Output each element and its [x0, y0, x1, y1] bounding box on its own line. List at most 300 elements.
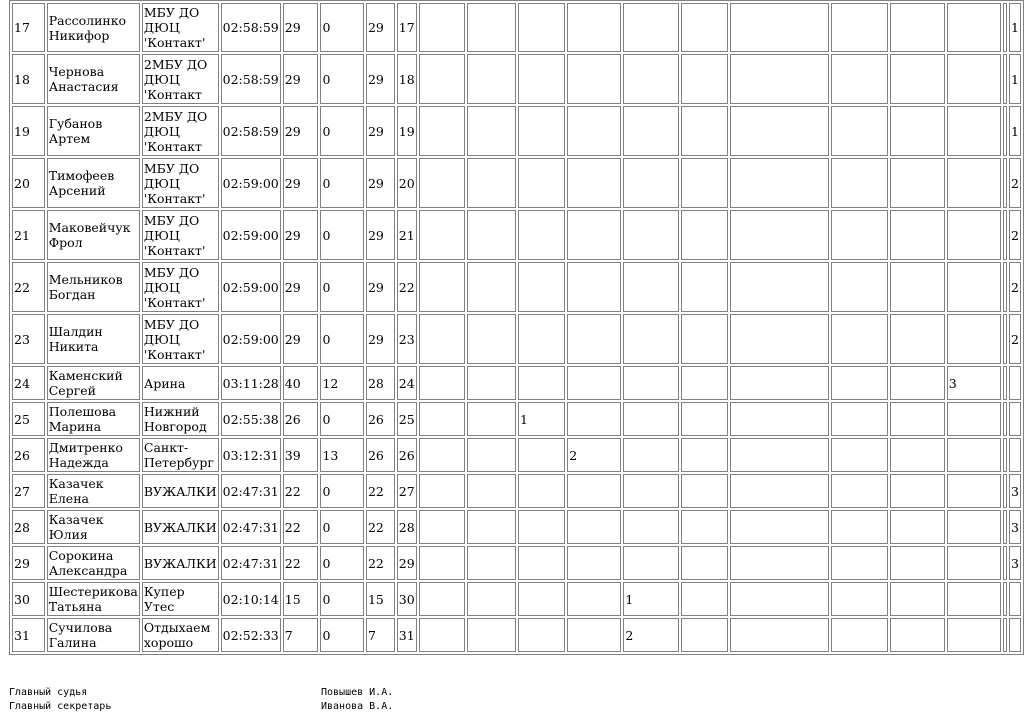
stage-cell [467, 510, 516, 544]
stage-cell [1009, 618, 1021, 652]
stage-cell [947, 438, 1001, 472]
team-cell: 2МБУ ДО ДЮЦ 'Контакт [142, 54, 219, 104]
stage-cell [419, 106, 465, 156]
penalty-cell: 0 [320, 474, 364, 508]
stage-cell: 3 [1009, 546, 1021, 580]
table-row [12, 314, 1021, 364]
chief-secretary-role: Главный секретарь [9, 701, 112, 712]
penalty-cell: 0 [320, 262, 364, 312]
penalty-cell: 13 [320, 438, 364, 472]
stage-cell [1003, 158, 1007, 208]
table-row [12, 158, 1021, 208]
stage-cell [567, 54, 621, 104]
stage-cell [947, 474, 1001, 508]
name-cell: Казачек Елена [47, 474, 140, 508]
result-cell: 22 [366, 474, 395, 508]
table-row [12, 474, 1021, 508]
rank-cell: 30 [397, 582, 417, 616]
stage-cell [730, 510, 829, 544]
penalty-cell: 0 [320, 3, 364, 52]
place-cell: 23 [12, 314, 45, 364]
time-cell: 02:55:38 [221, 402, 281, 436]
stage-cell [518, 546, 565, 580]
stage-cell [890, 262, 945, 312]
stage-cell [623, 546, 678, 580]
stage-cell [681, 438, 728, 472]
stage-cell [467, 158, 516, 208]
name-cell: Рассолинко Никифор [47, 3, 140, 52]
stage-cell [518, 54, 565, 104]
stage-cell [1003, 54, 1007, 104]
stage-cell [831, 54, 888, 104]
total-cell: 22 [283, 546, 319, 580]
stage-cell [467, 262, 516, 312]
name-cell: Казачек Юлия [47, 510, 140, 544]
stage-cell: 2 [1009, 314, 1021, 364]
place-cell: 21 [12, 210, 45, 260]
stage-cell [623, 106, 678, 156]
time-cell: 02:59:00 [221, 210, 281, 260]
team-cell: МБУ ДО ДЮЦ 'Контакт' [142, 314, 219, 364]
place-cell: 30 [12, 582, 45, 616]
rank-cell: 19 [397, 106, 417, 156]
stage-cell [419, 582, 465, 616]
team-cell: МБУ ДО ДЮЦ 'Контакт' [142, 210, 219, 260]
table-row [12, 438, 1021, 472]
stage-cell: 1 [1009, 3, 1021, 52]
stage-cell [518, 438, 565, 472]
stage-cell [623, 438, 678, 472]
total-cell: 22 [283, 510, 319, 544]
table-row [12, 510, 1021, 544]
stage-cell [419, 158, 465, 208]
stage-cell [623, 3, 678, 52]
result-cell: 7 [366, 618, 395, 652]
result-cell: 22 [366, 510, 395, 544]
stage-cell [467, 402, 516, 436]
stage-cell [1003, 474, 1007, 508]
name-cell: Шестерикова Татьяна [48, 584, 138, 614]
place-cell: 28 [12, 510, 45, 544]
stage-cell [567, 106, 621, 156]
stage-cell [730, 366, 829, 400]
chief-secretary-name: Иванова В.А. [321, 701, 394, 712]
name-cell: Дмитренко Надежда [47, 438, 140, 472]
stage-cell [730, 618, 829, 652]
result-cell: 28 [366, 366, 395, 400]
stage-cell [730, 474, 829, 508]
stage-cell [730, 402, 829, 436]
total-cell: 29 [283, 54, 319, 104]
table-row [12, 3, 1021, 52]
stage-cell [730, 582, 829, 616]
stage-cell [947, 106, 1001, 156]
rank-cell: 29 [397, 546, 417, 580]
total-cell: 26 [283, 402, 319, 436]
stage-cell [947, 158, 1001, 208]
time-cell: 02:47:31 [221, 546, 281, 580]
stage-cell [518, 262, 565, 312]
stage-cell [419, 474, 465, 508]
table-row [12, 262, 1021, 312]
rank-cell: 28 [397, 510, 417, 544]
penalty-cell: 0 [320, 618, 364, 652]
rank-cell: 18 [397, 54, 417, 104]
table-row [12, 106, 1021, 156]
time-cell: 02:58:59 [221, 106, 281, 156]
place-cell: 19 [12, 106, 45, 156]
stage-cell [1003, 546, 1007, 580]
stage-cell [730, 54, 829, 104]
stage-cell [467, 106, 516, 156]
stage-cell [1003, 262, 1007, 312]
stage-cell [567, 618, 621, 652]
rank-cell: 26 [397, 438, 417, 472]
team-cell: Купер Утес [142, 582, 219, 616]
stage-cell: 2 [1009, 262, 1021, 312]
rank-cell: 20 [397, 158, 417, 208]
total-cell: 29 [283, 106, 319, 156]
stage-cell [730, 546, 829, 580]
stage-cell [1003, 438, 1007, 472]
stage-cell [518, 210, 565, 260]
stage-cell [730, 262, 829, 312]
stage-cell [518, 510, 565, 544]
result-cell: 29 [366, 106, 395, 156]
name-cell: Сорокина Александра [47, 546, 140, 580]
stage-cell: 1 [1009, 106, 1021, 156]
stage-cell [890, 474, 945, 508]
table-row [12, 582, 1021, 616]
time-cell: 02:47:31 [221, 474, 281, 508]
place-cell: 17 [12, 3, 45, 52]
rank-cell: 17 [397, 3, 417, 52]
stage-cell [419, 510, 465, 544]
stage-cell [567, 158, 621, 208]
result-cell: 29 [366, 54, 395, 104]
stage-cell [623, 402, 678, 436]
stage-cell [947, 618, 1001, 652]
total-cell: 29 [283, 3, 319, 52]
stage-cell [730, 438, 829, 472]
stage-cell [681, 618, 728, 652]
stage-cell [467, 474, 516, 508]
stage-cell [518, 106, 565, 156]
place-cell: 24 [12, 366, 45, 400]
stage-cell [1003, 106, 1007, 156]
stage-cell [467, 3, 516, 52]
signatures [9, 686, 393, 714]
stage-cell [567, 366, 621, 400]
stage-cell [518, 474, 565, 508]
team-cell: Нижний Новгород [142, 402, 219, 436]
stage-cell [890, 106, 945, 156]
stage-cell [518, 314, 565, 364]
name-cell: Губанов Артем [47, 106, 140, 156]
team-cell: Арина [142, 366, 219, 400]
stage-cell [567, 3, 621, 52]
stage-cell [1003, 3, 1007, 52]
stage-cell [831, 158, 888, 208]
table-row [12, 54, 1021, 104]
stage-cell [831, 510, 888, 544]
rank-cell: 22 [397, 262, 417, 312]
stage-cell [831, 3, 888, 52]
stage-cell [831, 402, 888, 436]
team-cell: ВУЖАЛКИ [142, 546, 219, 580]
total-cell: 29 [283, 262, 319, 312]
stage-cell [1003, 510, 1007, 544]
stage-cell: 3 [1009, 510, 1021, 544]
total-cell: 15 [283, 582, 319, 616]
stage-cell [1009, 438, 1021, 472]
stage-cell [831, 474, 888, 508]
stage-cell [1003, 402, 1007, 436]
team-cell: МБУ ДО ДЮЦ 'Контакт' [142, 262, 219, 312]
stage-cell [518, 366, 565, 400]
stage-cell [947, 262, 1001, 312]
stage-cell: 1 [518, 402, 565, 436]
penalty-cell: 0 [320, 582, 364, 616]
stage-cell [947, 3, 1001, 52]
stage-cell [681, 106, 728, 156]
stage-cell [623, 366, 678, 400]
stage-cell [890, 314, 945, 364]
stage-cell [567, 510, 621, 544]
team-cell: ВУЖАЛКИ [142, 510, 219, 544]
stage-cell [681, 54, 728, 104]
penalty-cell: 0 [320, 210, 364, 260]
stage-cell [467, 314, 516, 364]
place-cell: 25 [12, 402, 45, 436]
stage-cell [890, 158, 945, 208]
result-cell: 29 [366, 158, 395, 208]
stage-cell [730, 158, 829, 208]
stage-cell [1003, 582, 1007, 616]
stage-cell [947, 314, 1001, 364]
stage-cell [419, 54, 465, 104]
time-cell: 02:47:31 [221, 510, 281, 544]
stage-cell [831, 438, 888, 472]
stage-cell [623, 210, 678, 260]
result-cell: 29 [366, 3, 395, 52]
stage-cell [567, 474, 621, 508]
stage-cell [681, 510, 728, 544]
total-cell: 29 [283, 314, 319, 364]
penalty-cell: 0 [320, 546, 364, 580]
stage-cell [1009, 366, 1021, 400]
stage-cell [890, 618, 945, 652]
stage-cell [467, 546, 516, 580]
place-cell: 31 [12, 618, 45, 652]
penalty-cell: 0 [320, 510, 364, 544]
team-cell: МБУ ДО ДЮЦ 'Контакт' [142, 3, 219, 52]
stage-cell [890, 438, 945, 472]
stage-cell [681, 3, 728, 52]
rank-cell: 21 [397, 210, 417, 260]
stage-cell [623, 158, 678, 208]
stage-cell [890, 402, 945, 436]
stage-cell [623, 474, 678, 508]
stage-cell: 1 [623, 582, 678, 616]
chief-secretary-row [9, 700, 393, 714]
total-cell: 7 [283, 618, 319, 652]
stage-cell [947, 402, 1001, 436]
total-cell: 29 [283, 158, 319, 208]
stage-cell [567, 314, 621, 364]
stage-cell [831, 262, 888, 312]
stage-cell [1003, 314, 1007, 364]
time-cell: 03:12:31 [221, 438, 281, 472]
total-cell: 22 [283, 474, 319, 508]
stage-cell [730, 210, 829, 260]
stage-cell [890, 546, 945, 580]
name-cell: Тимофеев Арсений [47, 158, 140, 208]
stage-cell [1009, 402, 1021, 436]
results-table [9, 0, 1024, 655]
stage-cell [1003, 366, 1007, 400]
time-cell: 03:11:28 [221, 366, 281, 400]
penalty-cell: 0 [320, 158, 364, 208]
result-cell: 29 [366, 262, 395, 312]
stage-cell [623, 510, 678, 544]
stage-cell [681, 474, 728, 508]
penalty-cell: 0 [320, 314, 364, 364]
stage-cell [681, 366, 728, 400]
stage-cell [623, 262, 678, 312]
rank-cell: 23 [397, 314, 417, 364]
result-cell: 29 [366, 210, 395, 260]
stage-cell [730, 314, 829, 364]
team-cell: Отдыхаем хорошо [142, 618, 219, 652]
stage-cell [419, 314, 465, 364]
stage-cell [730, 106, 829, 156]
stage-cell [567, 262, 621, 312]
stage-cell [467, 618, 516, 652]
stage-cell [947, 510, 1001, 544]
team-cell: Санкт-Петербург [142, 438, 219, 472]
stage-cell [419, 262, 465, 312]
result-cell: 29 [366, 314, 395, 364]
name-cell: Каменский Сергей [47, 366, 140, 400]
stage-cell [831, 210, 888, 260]
stage-cell [890, 366, 945, 400]
stage-cell [419, 3, 465, 52]
stage-cell [623, 314, 678, 364]
stage-cell: 2 [567, 438, 621, 472]
stage-cell [831, 618, 888, 652]
name-cell: Полешова Марина [47, 402, 140, 436]
name-cell: Маковейчук Фрол [47, 210, 140, 260]
stage-cell [518, 158, 565, 208]
stage-cell [890, 3, 945, 52]
rank-cell: 24 [397, 366, 417, 400]
stage-cell [947, 54, 1001, 104]
result-cell: 26 [366, 438, 395, 472]
place-cell: 27 [12, 474, 45, 508]
table-row [12, 210, 1021, 260]
stage-cell [567, 402, 621, 436]
stage-cell [467, 438, 516, 472]
stage-cell: 2 [1009, 158, 1021, 208]
place-cell: 20 [12, 158, 45, 208]
stage-cell [831, 546, 888, 580]
stage-cell [890, 510, 945, 544]
table-row [12, 546, 1021, 580]
stage-cell [681, 210, 728, 260]
stage-cell: 2 [1009, 210, 1021, 260]
stage-cell [681, 546, 728, 580]
stage-cell [831, 106, 888, 156]
stage-cell [1003, 618, 1007, 652]
stage-cell [1003, 210, 1007, 260]
table-row [12, 366, 1021, 400]
stage-cell: 3 [1009, 474, 1021, 508]
chief-judge-name: Повышев И.А. [321, 687, 394, 698]
total-cell: 29 [283, 210, 319, 260]
result-cell: 15 [366, 582, 395, 616]
penalty-cell: 12 [320, 366, 364, 400]
stage-cell [831, 314, 888, 364]
name-cell: Мельников Богдан [47, 262, 140, 312]
stage-cell [567, 210, 621, 260]
stage-cell: 3 [947, 366, 1001, 400]
stage-cell [419, 546, 465, 580]
result-cell: 26 [366, 402, 395, 436]
stage-cell [419, 366, 465, 400]
table-row [12, 618, 1021, 652]
stage-cell [518, 582, 565, 616]
stage-cell [567, 546, 621, 580]
penalty-cell: 0 [320, 54, 364, 104]
stage-cell [419, 210, 465, 260]
rank-cell: 25 [397, 402, 417, 436]
team-cell: ВУЖАЛКИ [142, 474, 219, 508]
place-cell: 18 [12, 54, 45, 104]
stage-cell [681, 314, 728, 364]
stage-cell [467, 366, 516, 400]
stage-cell [730, 3, 829, 52]
stage-cell [681, 582, 728, 616]
rank-cell: 27 [397, 474, 417, 508]
name-cell: Сучилова Галина [47, 618, 140, 652]
time-cell: 02:59:00 [221, 158, 281, 208]
stage-cell [467, 582, 516, 616]
penalty-cell: 0 [320, 106, 364, 156]
time-cell: 02:58:59 [221, 3, 281, 52]
stage-cell: 2 [623, 618, 678, 652]
stage-cell [467, 210, 516, 260]
chief-judge-role: Главный судья [9, 687, 88, 698]
time-cell: 02:10:14 [221, 582, 281, 616]
stage-cell [419, 618, 465, 652]
name-cell: Чернова Анастасия [47, 54, 140, 104]
stage-cell [567, 582, 621, 616]
stage-cell [947, 546, 1001, 580]
stage-cell [518, 618, 565, 652]
time-cell: 02:52:33 [221, 618, 281, 652]
penalty-cell: 0 [320, 402, 364, 436]
stage-cell [831, 582, 888, 616]
place-cell: 22 [12, 262, 45, 312]
name-cell: Шалдин Никита [47, 314, 140, 364]
stage-cell [1009, 582, 1021, 616]
stage-cell: 1 [1009, 54, 1021, 104]
chief-judge-row [9, 686, 393, 700]
stage-cell [890, 582, 945, 616]
rank-cell: 31 [397, 618, 417, 652]
stage-cell [681, 262, 728, 312]
